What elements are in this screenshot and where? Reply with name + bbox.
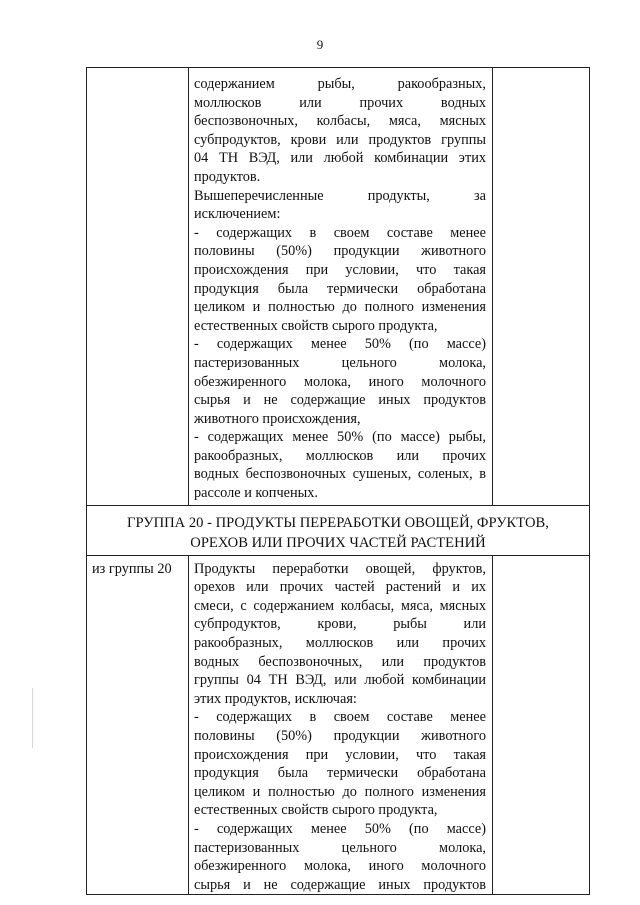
goods-table <box>86 67 590 895</box>
description-line: - содержащих в своем составе менее <box>194 709 486 726</box>
code-cell: из группы 20 <box>87 555 189 895</box>
description-line: субпродуктов, крови, рыбы или <box>194 616 486 633</box>
description-line: продукция была термически обработана <box>194 765 486 782</box>
description-line: моллюсков или прочих водных <box>194 94 486 111</box>
description-line: субпродуктов, крови или продуктов группы <box>194 131 486 148</box>
description-line: ракообразных, моллюсков или прочих <box>194 447 486 464</box>
description-line: - содержащих в своем составе менее <box>194 224 486 241</box>
description-line: обезжиренного молока, иного молочного <box>194 858 486 875</box>
description-line: сырья и не содержащие иных продуктов <box>194 876 486 893</box>
description-line: водных беспозвоночных, или продуктов <box>194 653 486 670</box>
description-line: орехов или прочих частей растений и их <box>194 579 486 596</box>
description-line: сырья и не содержащие иных продуктов <box>194 392 486 409</box>
group-heading-line-1: ГРУППА 20 - ПРОДУКТЫ ПЕРЕРАБОТКИ ОВОЩЕЙ, ФРУКТОВ, <box>127 514 549 531</box>
description-line: этих продуктов, исключая: <box>194 690 357 707</box>
description-line: естественных свойств сырого продукта, <box>194 802 438 819</box>
group-heading-line-2: ОРЕХОВ ИЛИ ПРОЧИХ ЧАСТЕЙ РАСТЕНИЙ <box>190 534 486 551</box>
description-cell <box>189 68 493 506</box>
description-line: естественных свойств сырого продукта, <box>194 317 438 334</box>
description-line: происхождения при условии, что такая <box>194 261 486 278</box>
description-line: животного происхождения, <box>194 410 361 427</box>
description-line: продукция была термически обработана <box>194 280 486 297</box>
description-line: ракообразных, моллюсков или прочих <box>194 635 486 652</box>
table-row <box>87 68 590 506</box>
description-line: пастеризованных цельного молока, <box>194 354 486 371</box>
description-line: целиком и полностью до полного изменения <box>194 299 486 316</box>
group-heading-row <box>87 505 590 555</box>
code-cell <box>87 68 189 506</box>
description-text <box>189 68 492 505</box>
description-line: рассоле и копченых. <box>194 485 318 502</box>
description-line: половины (50%) продукции животного <box>194 728 486 744</box>
description-line: половины (50%) продукции животного <box>194 243 486 260</box>
description-line: происхождения при условии, что такая <box>194 746 486 763</box>
conditions-cell <box>493 68 590 506</box>
description-line: - содержащих менее 50% (по массе) <box>194 820 486 837</box>
description-line: Вышеперечисленные продукты, за <box>194 187 486 204</box>
conditions-cell <box>493 555 590 895</box>
description-line: содержанием рыбы, ракообразных, <box>194 76 486 92</box>
description-cell <box>189 555 493 895</box>
table-row <box>87 555 590 895</box>
group-heading <box>87 505 590 555</box>
description-line: - содержащих менее 50% (по массе) рыбы, <box>194 429 486 446</box>
description-line: целиком и полностью до полного изменения <box>194 783 486 800</box>
scan-artifact-line <box>32 688 33 748</box>
description-text <box>189 556 492 895</box>
description-line: беспозвоночных, колбасы, мяса, мясных <box>194 113 486 130</box>
description-line: водных беспозвоночных сушеных, соленых, в <box>194 466 486 483</box>
description-line: пастеризованных цельного молока, <box>194 839 486 856</box>
description-line: обезжиренного молока, иного молочного <box>194 373 486 390</box>
description-line: продуктов. <box>194 168 261 185</box>
description-line: Продукты переработки овощей, фруктов, <box>194 560 486 577</box>
description-line: смеси, с содержанием колбасы, мяса, мясных <box>194 597 486 614</box>
page-number: 9 <box>316 37 324 52</box>
description-line: группы 04 ТН ВЭД, или любой комбинации <box>194 672 486 689</box>
description-line: - содержащих менее 50% (по массе) <box>194 336 486 353</box>
description-line: 04 ТН ВЭД, или любой комбинации этих <box>194 150 486 167</box>
description-line: исключением: <box>194 206 281 223</box>
